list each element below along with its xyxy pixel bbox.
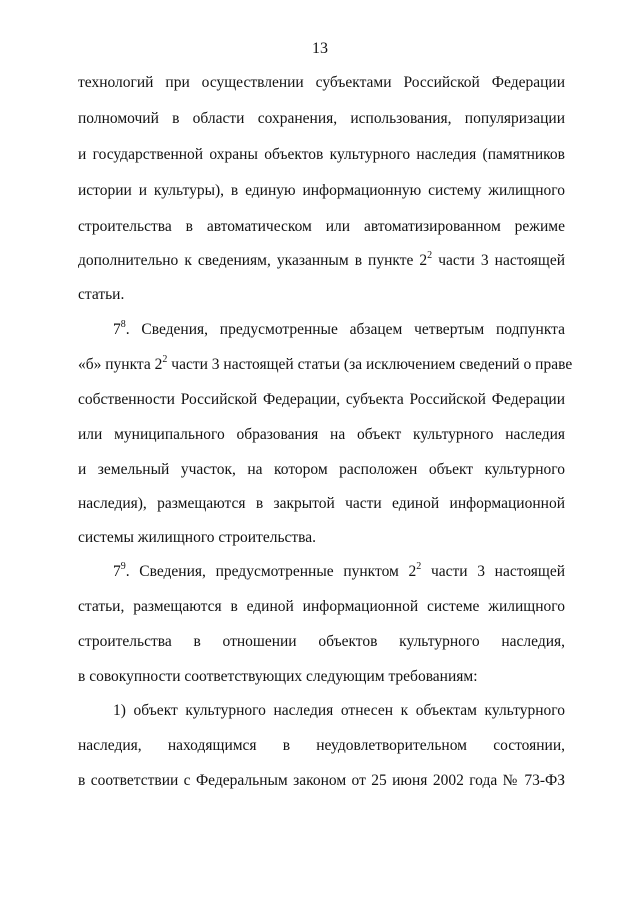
text-line: или муниципального образования на объект культурного наследия <box>78 426 565 443</box>
text-line: в соответствии с Федеральным законом от 25 июня 2002 года № 73-ФЗ <box>78 772 565 789</box>
text-line: системы жилищного строительства. <box>78 529 317 546</box>
text-line: строительства в автоматическом или автоматизированном режиме <box>78 218 565 235</box>
paragraph-7-9-start: $7^9$. Сведения, предусмотренные пунктом $2^2$ части 3 настоящей <box>113 561 565 580</box>
text-line: собственности Российской Федерации, субъекта Российской Федерации <box>78 391 565 408</box>
text-line: статьи, размещаются в единой информационной системе жилищного <box>78 598 565 615</box>
text-line: технологий при осуществлении субъектами Российской Федерации <box>78 74 565 91</box>
text-line: полномочий в области сохранения, использования, популяризации <box>78 110 565 127</box>
list-item-1-start: 1) объект культурного наследия отнесен к объектам культурного <box>113 702 565 719</box>
text-line: строительства в отношении объектов культурного наследия, <box>78 633 565 650</box>
paragraph-7-8-start: $7^8$. Сведения, предусмотренные абзацем четвертым подпункта <box>113 319 565 338</box>
text-line: в совокупности соответствующих следующим требованиям: <box>78 668 478 685</box>
text-line: и земельный участок, на котором расположен объект культурного <box>78 461 565 478</box>
page-number: 13 <box>312 40 328 57</box>
text-line: и государственной охраны объектов культурного наследия (памятников <box>78 146 565 163</box>
text-line: статьи. <box>78 286 125 303</box>
text-line: наследия, находящимся в неудовлетворительном состоянии, <box>78 737 565 754</box>
text-line: истории и культуры), в единую информационную систему жилищного <box>78 182 565 199</box>
text-line: дополнительно к сведениям, указанным в пункте $2^2$ части 3 настоящей <box>78 250 565 269</box>
text-line: «б» пункта $2^2$ части 3 настоящей статьи (за исключением сведений о праве <box>78 354 573 373</box>
text-line: наследия), размещаются в закрытой части единой информационной <box>78 495 565 512</box>
